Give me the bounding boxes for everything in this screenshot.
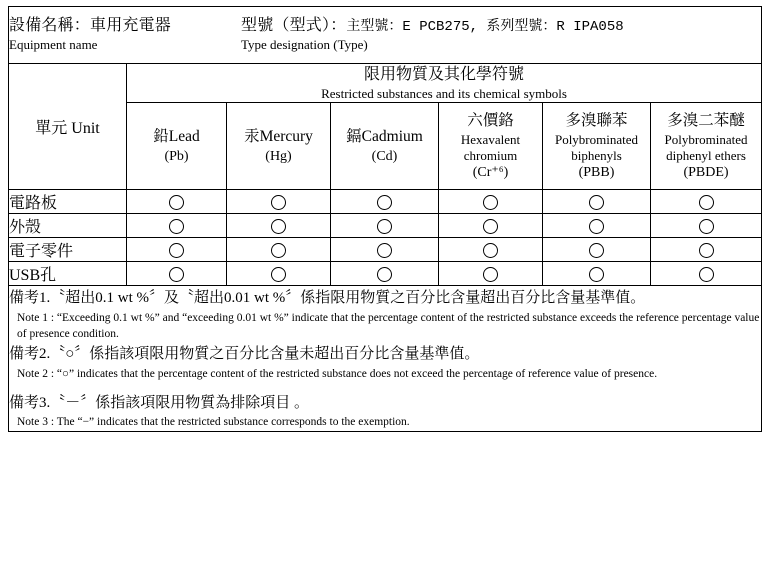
- substance-pbb-zh: 多溴聯苯: [565, 111, 628, 129]
- substance-header-pbb: [543, 103, 651, 190]
- cell-housing-pbb: [543, 214, 651, 238]
- table-row: [9, 190, 762, 214]
- unit-label-housing: 外殼: [9, 214, 127, 238]
- circle-icon: [377, 267, 392, 282]
- cell-housing-lead: [127, 214, 227, 238]
- table-row: [9, 238, 762, 262]
- cell-usb-chromium: [439, 262, 543, 286]
- header-row: [9, 7, 762, 64]
- restricted-substances-header-cell: [127, 64, 762, 103]
- substance-header-cadmium: [331, 103, 439, 190]
- circle-icon: [699, 267, 714, 282]
- unit-label-electronic-parts: 電子零件: [9, 238, 127, 262]
- substance-lead-zh: 鉛Lead: [153, 127, 200, 145]
- substance-pbb-en: Polybrominated biphenyls: [554, 131, 639, 163]
- type-designation-zh: 型號（型式）：: [241, 17, 347, 35]
- cell-parts-pbb: [543, 238, 651, 262]
- cell-usb-cadmium: [331, 262, 439, 286]
- substance-pbde-symbol: (PBDE): [683, 165, 729, 181]
- substance-pbde-zh: 多溴二苯醚: [667, 111, 745, 129]
- restricted-substances-header-zh: 限用物質及其化學符號: [364, 66, 525, 83]
- substance-cadmium-zh: 鎘Cadmium: [346, 127, 423, 145]
- cell-pcb-mercury: [227, 190, 331, 214]
- circle-icon: [483, 267, 498, 282]
- substance-lead-symbol: (Pb): [164, 148, 189, 164]
- type-designation-value: 主型號：E PCB275, 系列型號：R IPA058: [346, 19, 624, 36]
- circle-icon: [377, 195, 392, 210]
- substance-header-hexavalent-chromium: [439, 103, 543, 190]
- substance-mercury-zh: 汞Mercury: [244, 127, 313, 145]
- circle-icon: [589, 267, 604, 282]
- note-3-zh: 備考3.〝－〞係指該項限用物質為排除項目 。: [9, 394, 310, 411]
- cell-housing-mercury: [227, 214, 331, 238]
- type-designation-block: [241, 16, 761, 54]
- circle-icon: [169, 219, 184, 234]
- substance-cadmium-symbol: (Cd): [371, 148, 398, 164]
- cell-parts-pbde: [651, 238, 762, 262]
- notes-row: [9, 286, 762, 431]
- substance-mercury-symbol: (Hg): [265, 148, 292, 164]
- note-3-en: Note 3 : The “−” indicates that the restricted substance corresponds to the exemption.: [17, 416, 410, 429]
- substance-chromium-zh: 六價鉻: [467, 111, 514, 129]
- substance-header-pbde: [651, 103, 762, 190]
- circle-icon: [699, 243, 714, 258]
- cell-usb-mercury: [227, 262, 331, 286]
- substance-chromium-en: Hexavalent chromium: [460, 131, 521, 163]
- group-header-row: [9, 64, 762, 103]
- notes-cell: [9, 286, 762, 431]
- equipment-name-en: Equipment name: [9, 36, 98, 52]
- cell-pcb-lead: [127, 190, 227, 214]
- equipment-name-block: [9, 16, 241, 54]
- substance-pbde-en: Polybrominated diphenyl ethers: [664, 131, 748, 163]
- type-designation-en: Type designation (Type): [241, 36, 368, 52]
- equipment-header-cell: [9, 7, 762, 64]
- cell-housing-chromium: [439, 214, 543, 238]
- cell-usb-lead: [127, 262, 227, 286]
- cell-pcb-pbb: [543, 190, 651, 214]
- cell-parts-cadmium: [331, 238, 439, 262]
- circle-icon: [169, 195, 184, 210]
- substance-chromium-symbol: (Cr⁺⁶): [472, 165, 509, 181]
- cell-parts-mercury: [227, 238, 331, 262]
- circle-icon: [699, 195, 714, 210]
- cell-housing-pbde: [651, 214, 762, 238]
- cell-pcb-cadmium: [331, 190, 439, 214]
- cell-pcb-pbde: [651, 190, 762, 214]
- note-2-zh: 備考2.〝○〞係指該項限用物質之百分比含量未超出百分比含量基準值。: [9, 346, 480, 363]
- circle-icon: [589, 195, 604, 210]
- unit-label-pcb: 電路板: [9, 190, 127, 214]
- circle-icon: [483, 243, 498, 258]
- table-row: [9, 262, 762, 286]
- substance-header-mercury: [227, 103, 331, 190]
- equipment-name-zh: 設備名稱：車用充電器: [9, 17, 172, 35]
- circle-icon: [483, 195, 498, 210]
- circle-icon: [271, 267, 286, 282]
- cell-usb-pbb: [543, 262, 651, 286]
- substance-header-lead: [127, 103, 227, 190]
- note-1-en: Note 1 : “Exceeding 0.1 wt %” and “exceeding 0.01 wt %” indicate that the percentage content of the restricted substance exceeds the reference percentage value of presence condition.: [17, 312, 760, 340]
- circle-icon: [271, 243, 286, 258]
- unit-header-label: 單元 Unit: [35, 120, 100, 138]
- restricted-substances-header-en: Restricted substances and its chemical symbols: [321, 85, 567, 101]
- circle-icon: [377, 219, 392, 234]
- cell-parts-chromium: [439, 238, 543, 262]
- circle-icon: [169, 243, 184, 258]
- cell-usb-pbde: [651, 262, 762, 286]
- substance-pbb-symbol: (PBB): [578, 165, 615, 181]
- notes-spacer: [9, 383, 761, 391]
- circle-icon: [589, 219, 604, 234]
- unit-header-cell: [9, 64, 127, 190]
- note-1-zh: 備考1.〝超出0.1 wt %〞及〝超出0.01 wt %〞係指限用物質之百分比含量超出百分比含量基準值。: [9, 290, 646, 307]
- cell-parts-lead: [127, 238, 227, 262]
- unit-label-usb-port: USB孔: [9, 262, 127, 286]
- circle-icon: [271, 195, 286, 210]
- table-row: [9, 214, 762, 238]
- cell-housing-cadmium: [331, 214, 439, 238]
- circle-icon: [699, 219, 714, 234]
- circle-icon: [483, 219, 498, 234]
- circle-icon: [589, 243, 604, 258]
- rohs-table: [8, 6, 762, 432]
- circle-icon: [271, 219, 286, 234]
- circle-icon: [169, 267, 184, 282]
- circle-icon: [377, 243, 392, 258]
- note-2-en: Note 2 : “○” indicates that the percentage content of the restricted substance does not exceed the percentage of reference value of presence.: [17, 368, 658, 381]
- cell-pcb-chromium: [439, 190, 543, 214]
